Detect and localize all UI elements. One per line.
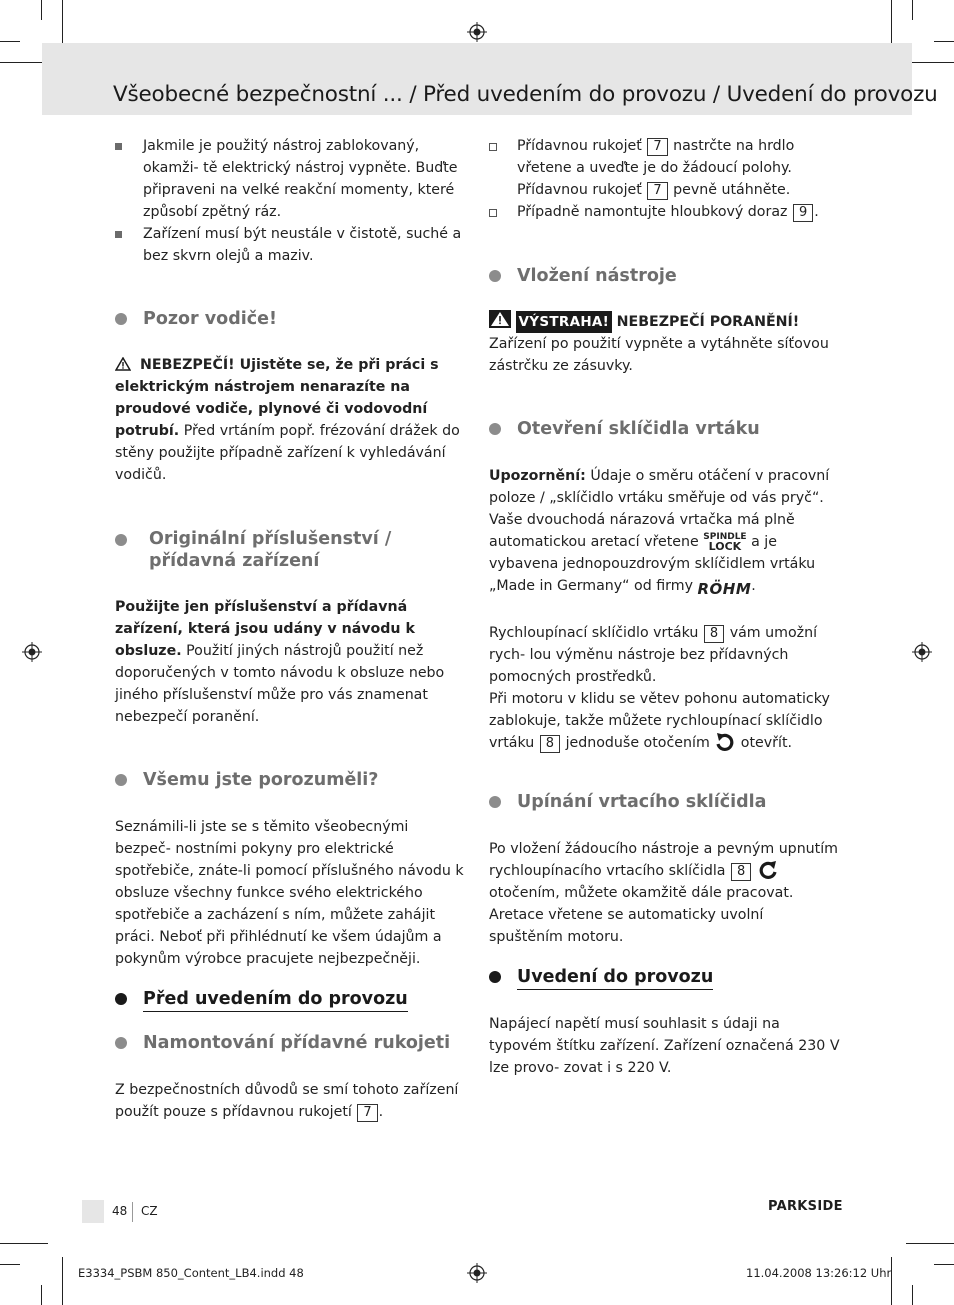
reference-number: 8	[540, 735, 560, 753]
footer-tab	[82, 1200, 104, 1223]
list-item: Případně namontujte hloubkový doraz 9 .	[489, 201, 841, 223]
crop-mark	[891, 0, 892, 48]
uvedeni-paragraph: Napájecí napětí musí souhlasit s údaji na typovém štítku zařízení. Zařízení označená 230 V lze provo- zovat i s 220 V.	[489, 1016, 840, 1076]
crop-mark	[62, 1257, 63, 1305]
language-code: CZ	[141, 1204, 158, 1218]
crop-mark	[41, 0, 42, 20]
crop-mark	[0, 41, 20, 42]
crop-mark	[912, 0, 913, 20]
reference-number: 8	[704, 625, 724, 643]
reference-number: 7	[647, 138, 667, 156]
right-step-list	[489, 135, 841, 223]
reference-number: 9	[793, 204, 813, 222]
crop-mark	[62, 0, 63, 48]
heading-vlozeni: Vložení nástroje	[489, 266, 677, 286]
bullet-dot-icon	[115, 993, 127, 1005]
otevreni-paragraph: Upozornění: Údaje o směru otáčení v pracovní poloze / „sklíčidlo vrtáku směřuje od vás pryč“. Vaše dvouchodá nárazová vrtačka má plně automatickou aretací vřetene SPINDLE LOCK a je vybavena jednopouzdrovým sklíčidlem vrtáku „Made in Germany“ od firmy RÖHM. Rychloupínací sklíčidlo vrtáku 8 vám umožní rych- lou výměnu nástroje bez přídavných pomocných prostředků. Při motoru v klidu se větev pohonu automaticky zablokuje, takže můžete rychloupínací sklíčidlo vrtáku 8 jednoduše otočením otevřít.	[489, 468, 830, 751]
bullet-dot-icon	[489, 796, 501, 808]
bullet-dot-icon	[115, 534, 127, 546]
upinani-paragraph: Po vložení žádoucího nástroje a pevným upnutím rychloupínacího vrtacího sklíčidla 8 otočením, můžete okamžitě dále pracovat. Aretace vřetene se automaticky uvolní spuštěním motoru.	[489, 841, 838, 945]
list-item: Přídavnou rukojeť 7 nastrčte na hrdlo vřetene a uveďte je do žádoucí polohy. Přídavnou rukojeť 7 pevně utáhněte.	[489, 135, 841, 201]
heading-pozor-vodice: Pozor vodiče!	[115, 309, 277, 329]
footer-divider	[132, 1202, 133, 1222]
heading-prislusenstvi: Originální příslušenství / přídavná zařízení	[115, 528, 391, 572]
bullet-dot-icon	[489, 423, 501, 435]
bullet-dot-icon	[115, 1037, 127, 1049]
slug-file-info: E3334_PSBM 850_Content_LB4.indd 48	[78, 1266, 304, 1280]
bullet-dot-icon	[489, 971, 501, 983]
heading-porozumeli: Všemu jste porozuměli?	[115, 770, 378, 790]
square-bullet-icon	[115, 231, 122, 238]
brand-logo: PARKSIDE	[768, 1199, 843, 1214]
registration-mark-icon	[467, 1263, 487, 1283]
rotate-close-icon	[757, 860, 779, 880]
prislusenstvi-paragraph: Použijte jen příslušenství a přídavná zařízení, která jsou udány v návodu k obsluze. Použití jiných nástrojů použití než doporučených v tomto návodu k obsluze nebo jiného příslušenství může pro vás znamenat nebezpečí poranění.	[115, 599, 445, 725]
registration-mark-icon	[467, 22, 487, 42]
rotate-open-icon	[714, 732, 736, 752]
left-bullet-list	[115, 135, 467, 267]
bullet-dot-icon	[489, 270, 501, 282]
page-number: 48	[112, 1204, 128, 1218]
list-item: Jakmile je použitý nástroj zablokovaný, okamži- tě elektrický nástroj vypněte. Buďte připraveni na velké reakční momenty, které způsobí zpětný ráz.	[115, 135, 467, 223]
heading-namontovani: Namontování přídavné rukojeti	[115, 1033, 450, 1053]
registration-mark-icon	[912, 642, 932, 662]
checkbox-bullet-icon	[489, 143, 497, 151]
registration-mark-icon	[22, 642, 42, 662]
heading-upinani: Upínání vrtacího sklíčidla	[489, 792, 766, 812]
square-bullet-icon	[115, 143, 122, 150]
warning-paragraph: VÝSTRAHA! NEBEZPEČÍ PORANĚNÍ! Zařízení po použití vypněte a vytáhněte síťovou zástrčku ze zásuvky.	[489, 310, 841, 377]
page-title: Všeobecné bezpečnostní ... / Před uvedením do provozu / Uvedení do provozu	[113, 82, 938, 107]
crop-mark	[934, 1264, 954, 1265]
crop-mark	[41, 1285, 42, 1305]
list-item: Zařízení musí být neustále v čistotě, suché a bez skvrn olejů a maziv.	[115, 223, 467, 267]
crop-mark	[906, 62, 954, 63]
bullet-dot-icon	[115, 774, 127, 786]
crop-mark	[934, 41, 954, 42]
crop-mark	[0, 1243, 48, 1244]
crop-mark	[0, 62, 48, 63]
crop-mark	[906, 1243, 954, 1244]
heading-otevreni: Otevření sklíčidla vrtáku	[489, 419, 760, 439]
checkbox-bullet-icon	[489, 209, 497, 217]
heading-pred-uvedenim: Před uvedením do provozu	[115, 989, 408, 1012]
slug-date: 11.04.2008 13:26:12 Uhr	[746, 1266, 892, 1280]
crop-mark	[891, 1257, 892, 1305]
crop-mark	[912, 1285, 913, 1305]
crop-mark	[0, 1264, 20, 1265]
spindle-lock-logo: SPINDLE LOCK	[703, 532, 747, 553]
namontovani-paragraph: Z bezpečnostních důvodů se smí tohoto zařízení použít pouze s přídavnou rukojetí 7 .	[115, 1082, 459, 1120]
warning-label: VÝSTRAHA!	[516, 311, 613, 333]
porozumeli-paragraph: Seznámili-li jste se s těmito všeobecnými bezpeč- nostními pokyny pro elektrické spotřebiče, znáte-li pomocí příslušného návodu k obsluze všechny funkce svého elektrického spotřebiče a zacházení s ním, můžete zahájit práci. Neboť při přihlédnutí ke všem údajům a pokynům výrobce pracujete nejbezpečněji.	[115, 819, 464, 967]
reference-number: 8	[731, 863, 751, 881]
warning-triangle-icon	[115, 357, 131, 371]
danger-paragraph: NEBEZPEČÍ! Ujistěte se, že při práci s elektrickým nástrojem nenarazíte na proudové vodiče, plynové či vodovodní potrubí. Před vrtáním popř. frézování drážek do stěny použijte případně zařízení k vyhledávání vodičů.	[115, 357, 460, 483]
heading-uvedeni: Uvedení do provozu	[489, 967, 713, 990]
rohm-logo: RÖHM	[697, 580, 752, 598]
bullet-dot-icon	[115, 313, 127, 325]
reference-number: 7	[647, 182, 667, 200]
warning-triangle-icon	[489, 310, 511, 328]
reference-number: 7	[357, 1104, 377, 1122]
